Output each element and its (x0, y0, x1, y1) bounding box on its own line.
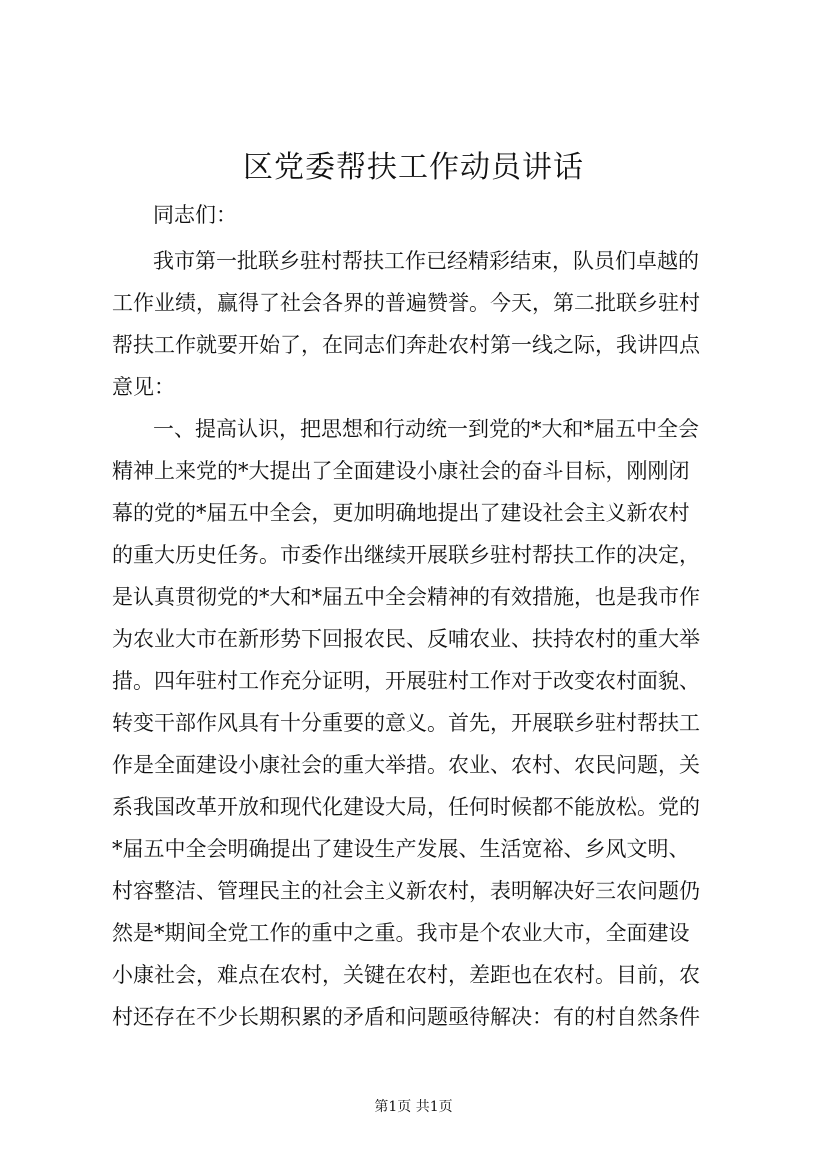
paragraph-line: 是认真贯彻党的*大和*届五中全会精神的有效措施，也是我市作 (112, 585, 700, 609)
document-body (112, 240, 732, 1038)
paragraph-line: 工作业绩，赢得了社会各界的普遍赞誉。今天，第二批联乡驻村 (112, 291, 700, 315)
paragraph-line: 措。四年驻村工作充分证明，开展驻村工作对于改变农村面貌、 (112, 669, 700, 693)
paragraph-line: 然是*期间全党工作的重中之重。我市是个农业大市，全面建设 (112, 921, 690, 945)
paragraph-line: 村还存在不少长期积累的矛盾和问题亟待解决：有的村自然条件 (112, 1005, 700, 1029)
paragraph-line: 意见： (112, 375, 175, 399)
paragraph-line: 小康社会，难点在农村，关键在农村，差距也在农村。目前，农 (112, 963, 700, 987)
paragraph-line: 为农业大市在新形势下回报农民、反哺农业、扶持农村的重大举 (112, 627, 700, 651)
salutation: 同志们： (153, 203, 237, 227)
paragraph-line: 幕的党的*届五中全会，更加明确地提出了建设社会主义新农村 (112, 501, 690, 525)
paragraph-line: 作是全面建设小康社会的重大举措。农业、农村、农民问题，关 (112, 753, 700, 777)
paragraph-line: 村容整洁、管理民主的社会主义新农村，表明解决好三农问题仍 (112, 879, 700, 903)
paragraph-line: 我市第一批联乡驻村帮扶工作已经精彩结束，队员们卓越的 (153, 249, 699, 273)
paragraph-line: 帮扶工作就要开始了，在同志们奔赴农村第一线之际，我讲四点 (112, 333, 700, 357)
page-footer: 第1页 共1页 (374, 1099, 453, 1115)
document-title: 区党委帮扶工作动员讲话 (243, 150, 584, 185)
paragraph-line: *届五中全会明确提出了建设生产发展、生活宽裕、乡风文明、 (112, 837, 690, 861)
paragraph-line: 转变干部作风具有十分重要的意义。首先，开展联乡驻村帮扶工 (112, 711, 700, 735)
paragraph-line: 的重大历史任务。市委作出继续开展联乡驻村帮扶工作的决定， (112, 543, 700, 567)
paragraph-line: 精神上来党的*大提出了全面建设小康社会的奋斗目标，刚刚闭 (112, 459, 690, 483)
paragraph-line: 一、提高认识，把思想和行动统一到党的*大和*届五中全会 (153, 417, 699, 441)
paragraph-line: 系我国改革开放和现代化建设大局，任何时候都不能放松。党的 (112, 795, 700, 819)
